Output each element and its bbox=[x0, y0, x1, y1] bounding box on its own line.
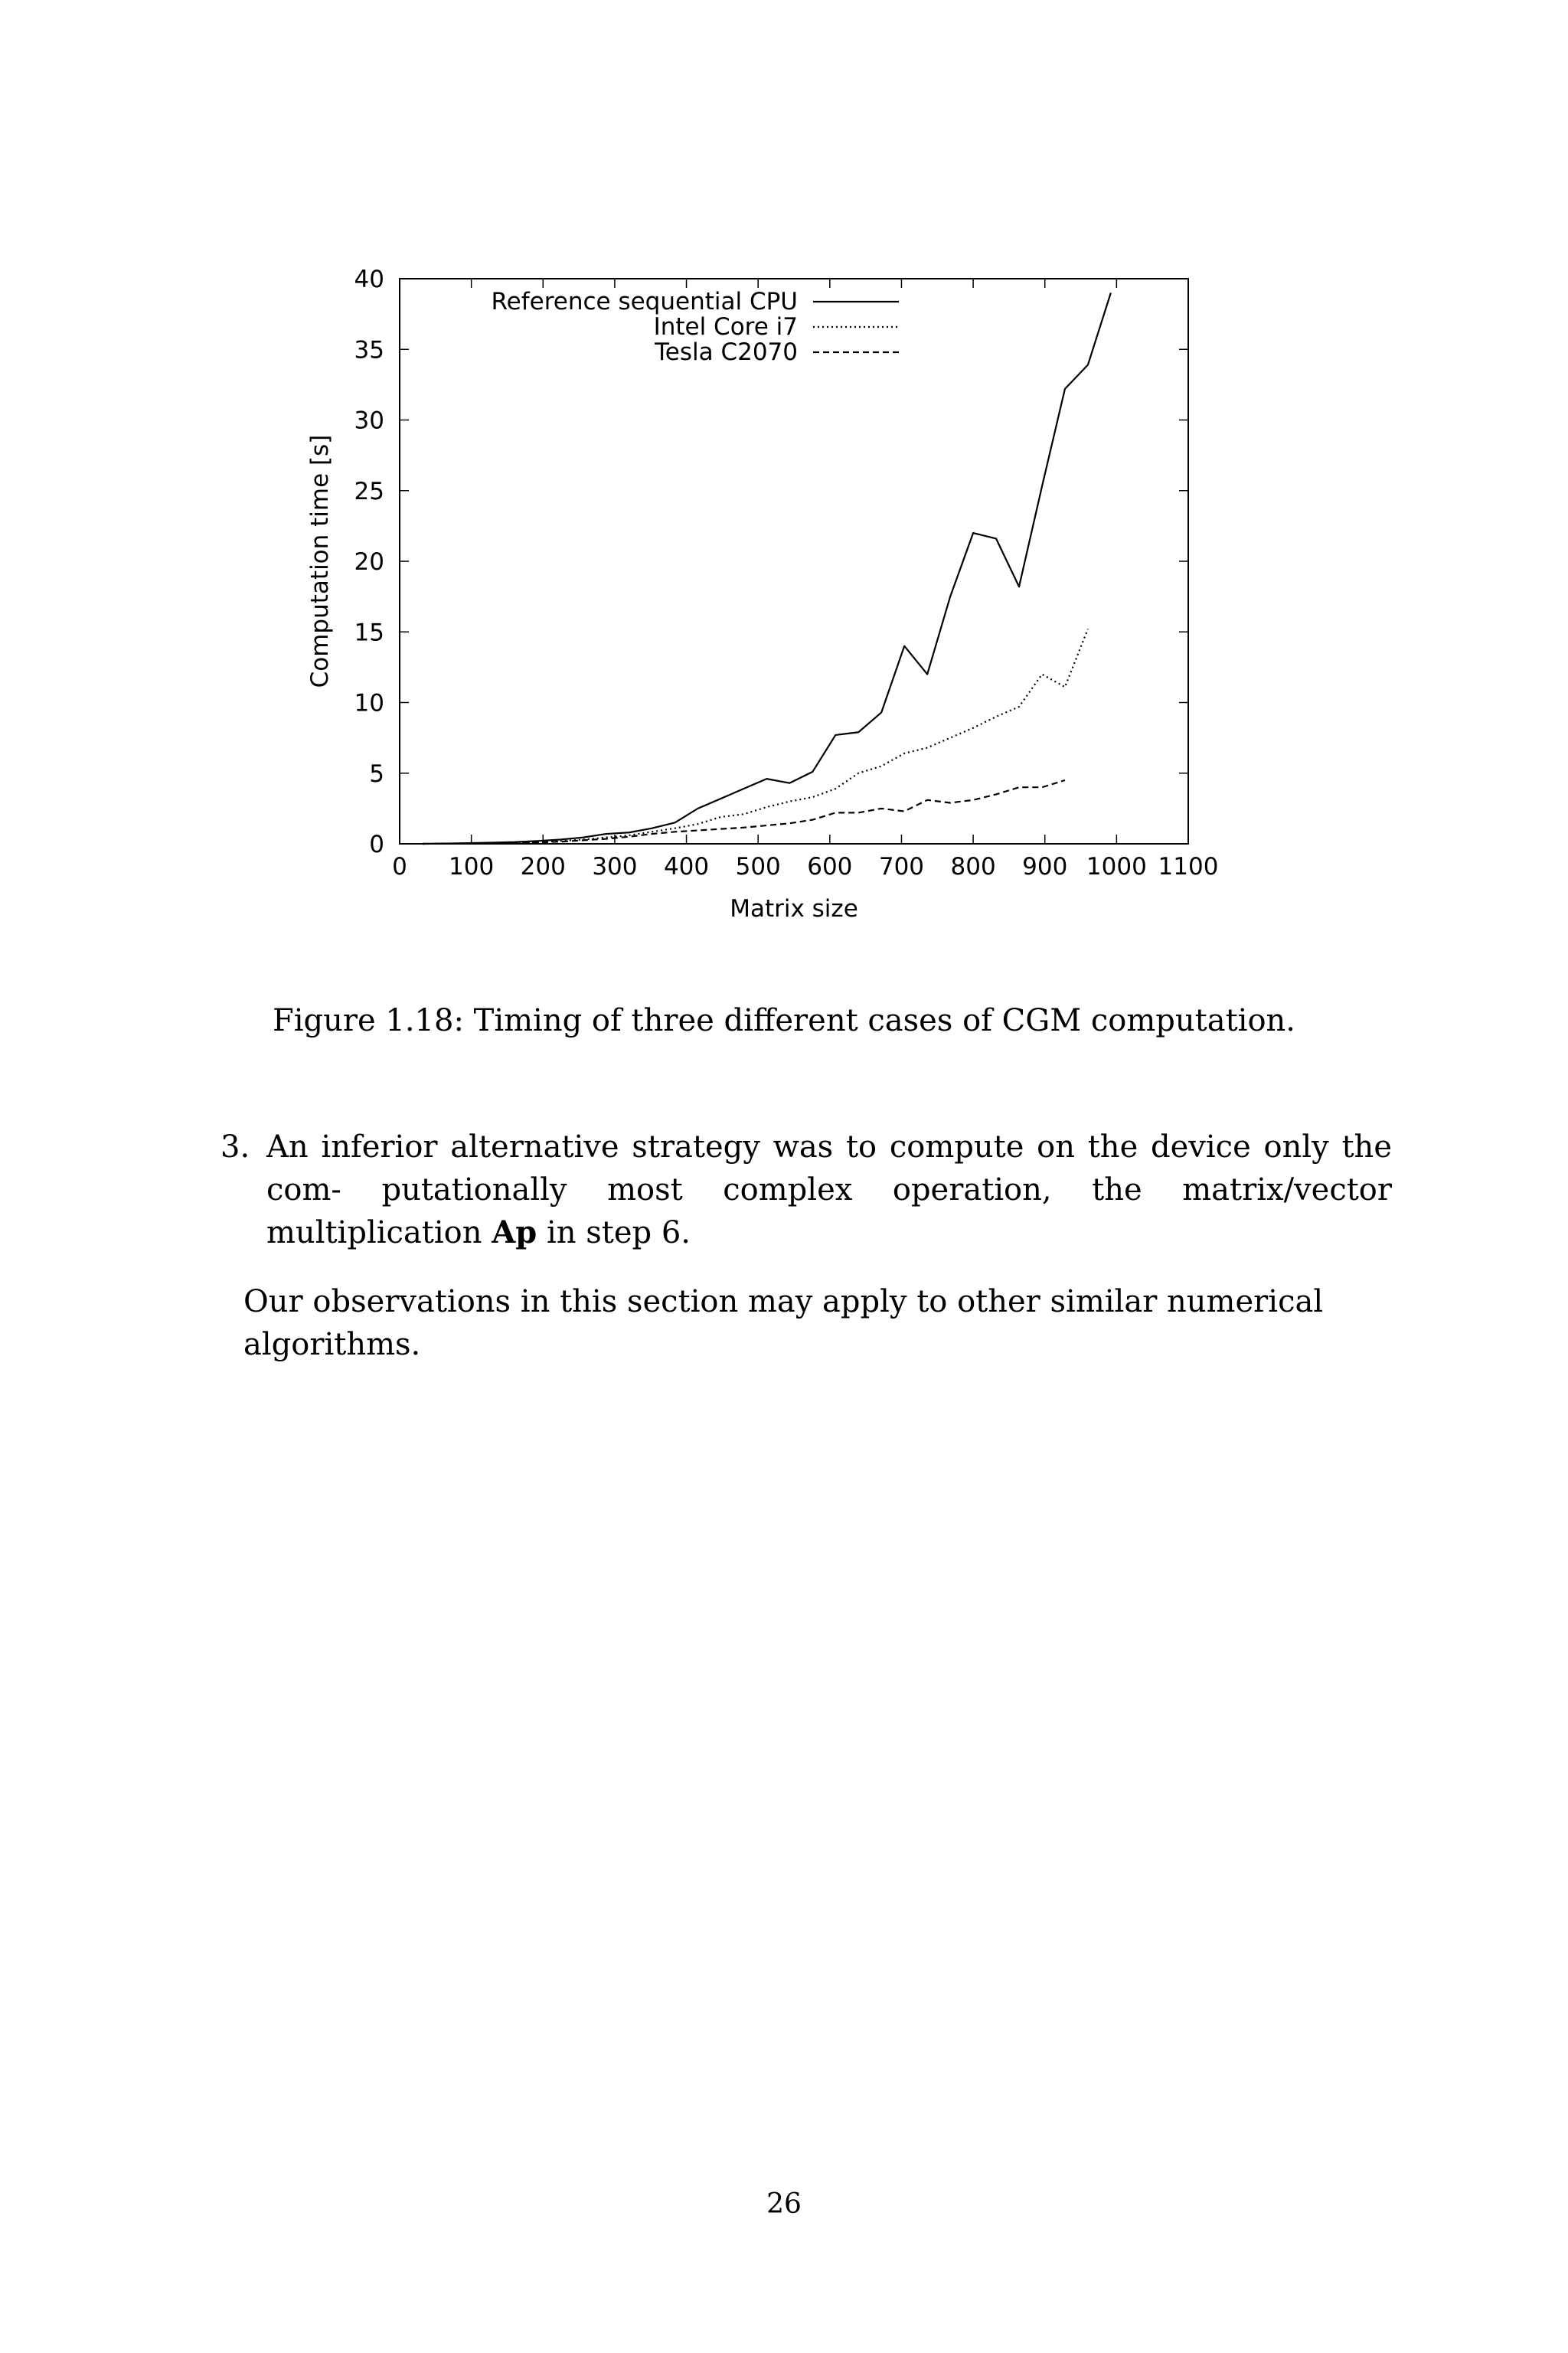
x-tick-label: 1100 bbox=[1158, 853, 1219, 881]
x-tick-label: 100 bbox=[449, 853, 495, 881]
y-tick-label: 5 bbox=[369, 760, 384, 788]
list-item-bold-term: Ap bbox=[492, 1214, 537, 1250]
y-tick-label: 30 bbox=[354, 407, 384, 435]
series-line-3 bbox=[423, 780, 1065, 844]
x-tick-label: 500 bbox=[735, 853, 781, 881]
y-tick-label: 40 bbox=[354, 266, 384, 293]
x-tick-label: 0 bbox=[392, 853, 407, 881]
x-tick-label: 900 bbox=[1022, 853, 1068, 881]
y-tick-label: 0 bbox=[369, 831, 384, 858]
legend-label-3: Tesla C2070 bbox=[655, 338, 798, 366]
y-tick-label: 35 bbox=[354, 336, 384, 364]
list-item-text bbox=[266, 1126, 1392, 1254]
y-tick-label: 10 bbox=[354, 689, 384, 717]
series-line-2 bbox=[423, 629, 1088, 844]
y-tick-label: 25 bbox=[354, 477, 384, 505]
x-axis-label: Matrix size bbox=[730, 895, 858, 923]
x-tick-label: 400 bbox=[663, 853, 710, 881]
x-tick-label: 800 bbox=[950, 853, 996, 881]
x-tick-label: 200 bbox=[520, 853, 566, 881]
series-line-1 bbox=[423, 292, 1111, 844]
list-item-number: 3. bbox=[220, 1129, 250, 1165]
x-tick-label: 1000 bbox=[1086, 853, 1147, 881]
y-tick-label: 15 bbox=[354, 619, 384, 647]
y-axis-label: Computation time [s] bbox=[306, 434, 334, 688]
x-tick-label: 600 bbox=[807, 853, 853, 881]
y-tick-label: 20 bbox=[354, 548, 384, 576]
page-number: 26 bbox=[766, 2188, 802, 2220]
body-paragraph: Our observations in this section may apply to other similar numerical algorithms. bbox=[243, 1284, 1324, 1362]
list-item-text-end: in step 6. bbox=[537, 1215, 691, 1250]
list-item-text-start: An inferior alternative strategy was to compute on the device only the com- putationally most complex operation, the matrix/vector multiplication bbox=[266, 1129, 1392, 1250]
computation-time-chart bbox=[276, 260, 1271, 934]
figure-caption: Figure 1.18: Timing of three different cases of CGM computation. bbox=[272, 1003, 1296, 1038]
x-tick-label: 700 bbox=[878, 853, 925, 881]
legend-label-2: Intel Core i7 bbox=[653, 313, 798, 341]
x-tick-label: 300 bbox=[592, 853, 638, 881]
legend-label-1: Reference sequential CPU bbox=[491, 288, 798, 315]
